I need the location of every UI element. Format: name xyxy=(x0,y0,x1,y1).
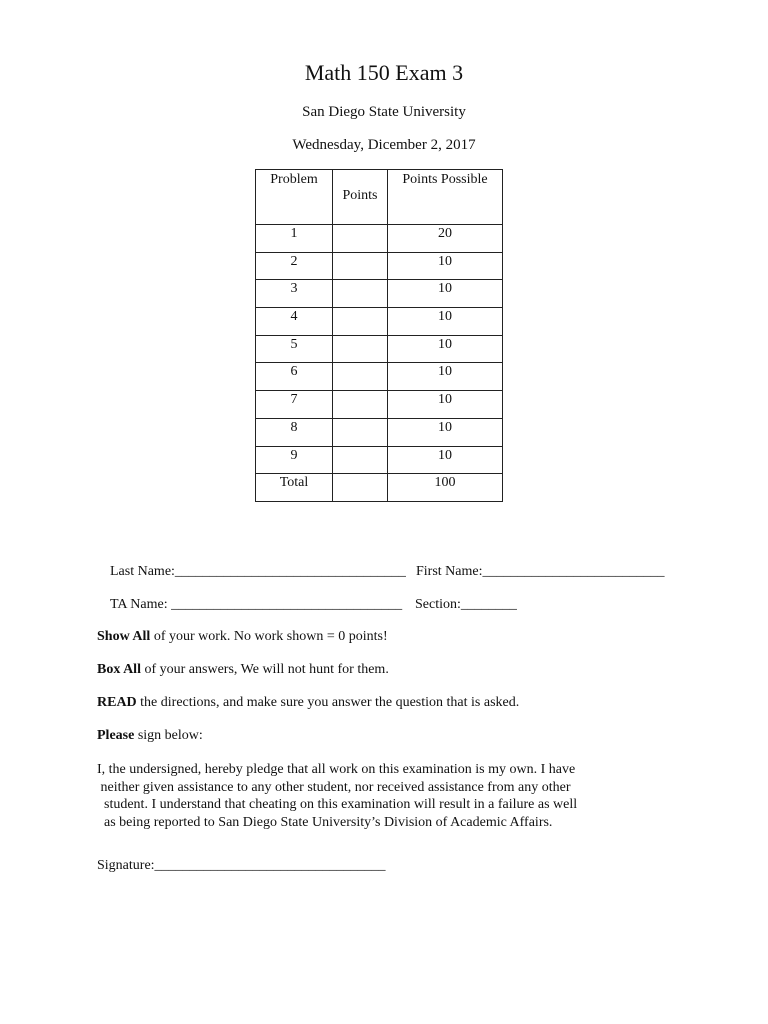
header-problem: Problem xyxy=(256,170,333,225)
table-row xyxy=(256,446,503,474)
points-cell xyxy=(333,363,388,391)
pledge-line: neither given assistance to any other student, nor received assistance from any other xyxy=(97,779,571,795)
points-cell xyxy=(333,252,388,280)
problem-cell: 2 xyxy=(256,252,333,280)
exam-date: Wednesday, Dicember 2, 2017 xyxy=(292,137,476,153)
problem-cell: 4 xyxy=(256,308,333,336)
points-possible-cell: 10 xyxy=(388,446,503,474)
points-possible-cell: 10 xyxy=(388,363,503,391)
points-cell xyxy=(333,391,388,419)
points-possible-cell: 10 xyxy=(388,252,503,280)
points-possible-cell: 10 xyxy=(388,418,503,446)
table-row xyxy=(256,418,503,446)
points-possible-cell: 100 xyxy=(388,474,503,502)
header-points-possible: Points Possible xyxy=(388,170,503,225)
problem-cell: 6 xyxy=(256,363,333,391)
problem-cell: Total xyxy=(256,474,333,502)
last-name-field: Last Name:_________________________________ xyxy=(110,564,406,579)
exam-title: Math 150 Exam 3 xyxy=(304,60,464,85)
score-table xyxy=(255,169,503,502)
score-table-header xyxy=(256,170,503,225)
table-row xyxy=(256,280,503,308)
points-cell xyxy=(333,446,388,474)
pledge-line: I, the undersigned, hereby pledge that all work on this examination is my own. I have xyxy=(97,762,576,777)
points-cell xyxy=(333,280,388,308)
points-cell xyxy=(333,335,388,363)
instruction-box-all: Box All of your answers, We will not hunt for them. xyxy=(97,662,389,677)
pledge-line: as being reported to San Diego State University’s Division of Academic Affairs. xyxy=(97,814,553,830)
points-possible-cell: 10 xyxy=(388,391,503,419)
pledge-line: student. I understand that cheating on this examination will result in a failure as well xyxy=(97,797,578,812)
points-possible-cell: 10 xyxy=(388,335,503,363)
table-row xyxy=(256,308,503,336)
points-possible-cell: 10 xyxy=(388,280,503,308)
section-field: Section:________ xyxy=(415,597,517,612)
table-row xyxy=(256,225,503,253)
problem-cell: 5 xyxy=(256,335,333,363)
points-possible-cell: 20 xyxy=(388,225,503,253)
ta-name-field: TA Name: _________________________________ xyxy=(110,597,403,612)
signature-field: Signature:_________________________________ xyxy=(97,858,386,873)
problem-cell: 1 xyxy=(256,225,333,253)
instruction-show-all: Show All of your work. No work shown = 0 points! xyxy=(97,629,388,644)
points-cell xyxy=(333,474,388,502)
points-cell xyxy=(333,418,388,446)
table-row xyxy=(256,363,503,391)
table-row xyxy=(256,474,503,502)
instruction-read: READ the directions, and make sure you answer the question that is asked. xyxy=(97,695,520,710)
problem-cell: 7 xyxy=(256,391,333,419)
table-row xyxy=(256,391,503,419)
table-row xyxy=(256,252,503,280)
problem-cell: 8 xyxy=(256,418,333,446)
school-name: San Diego State University xyxy=(302,104,466,120)
points-cell xyxy=(333,308,388,336)
problem-cell: 9 xyxy=(256,446,333,474)
instruction-please-sign: Please sign below: xyxy=(97,728,203,743)
points-possible-cell: 10 xyxy=(388,308,503,336)
table-row xyxy=(256,335,503,363)
points-cell xyxy=(333,225,388,253)
problem-cell: 3 xyxy=(256,280,333,308)
first-name-field: First Name:__________________________ xyxy=(416,564,665,579)
header-points: Points xyxy=(333,170,388,225)
honor-pledge xyxy=(97,761,577,831)
